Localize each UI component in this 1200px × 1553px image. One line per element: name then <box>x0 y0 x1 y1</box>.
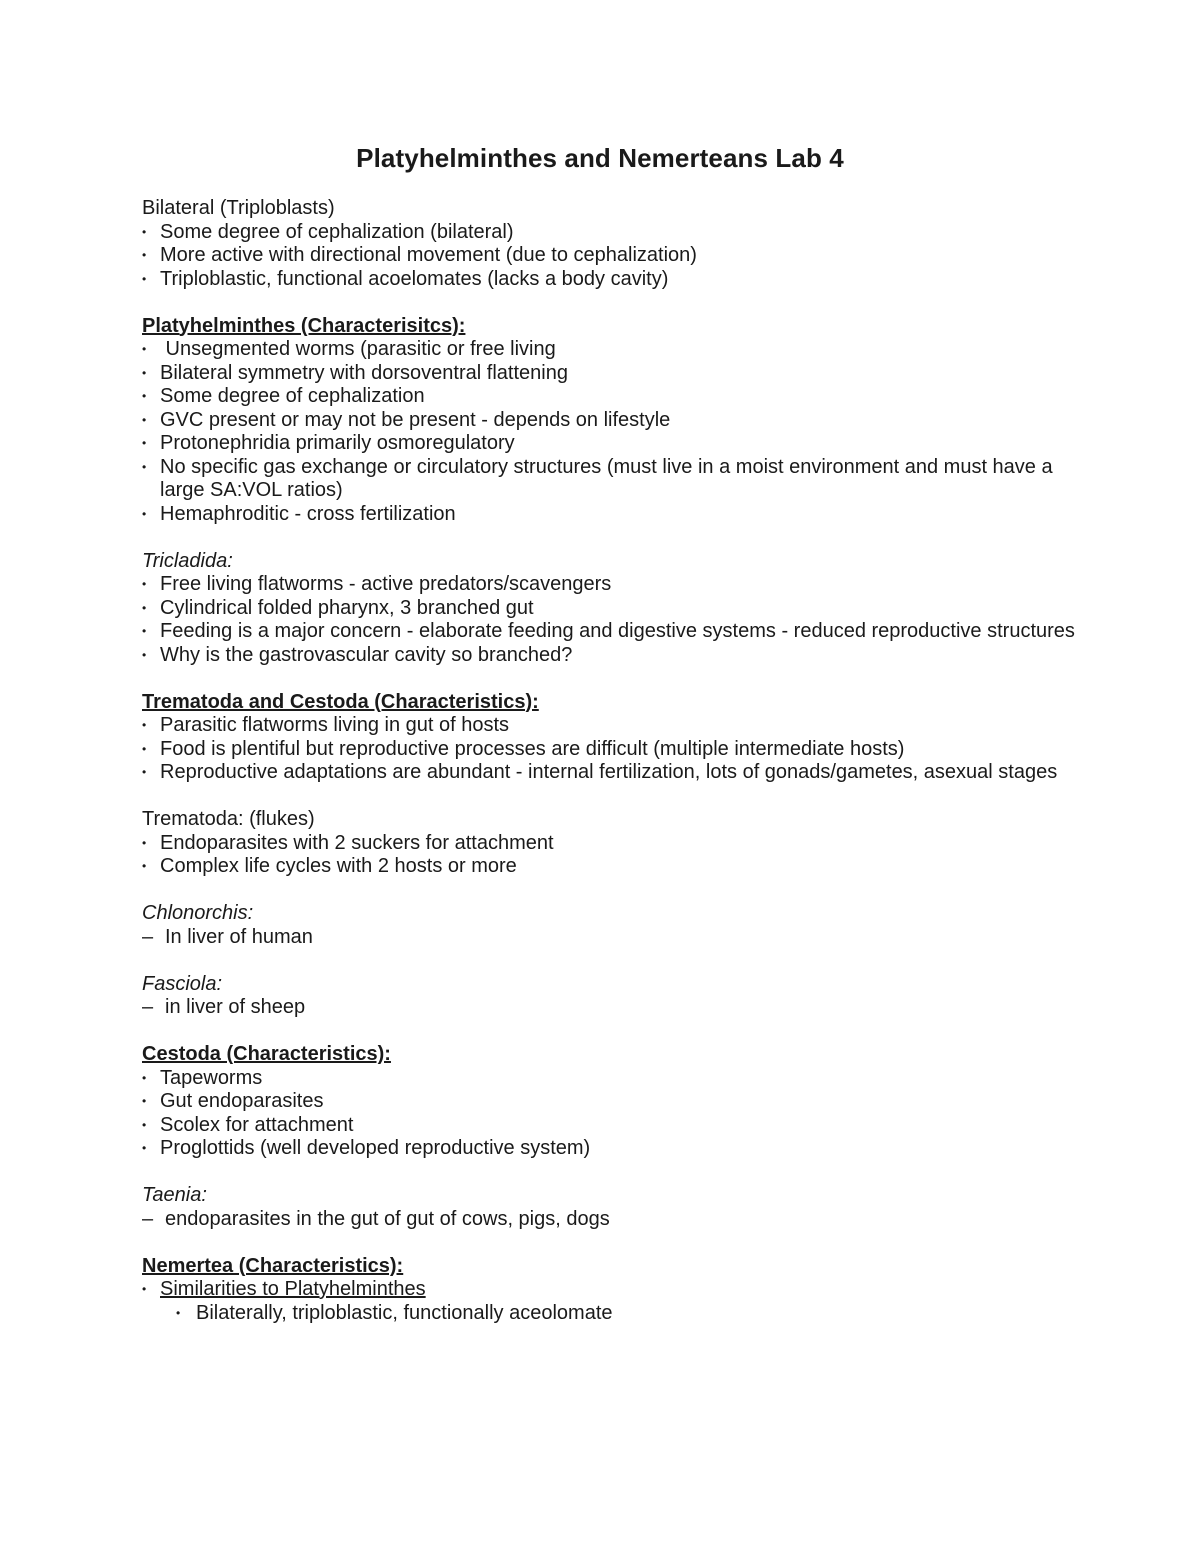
bullet-marker: • <box>142 1117 147 1132</box>
list-item-text: Unsegmented worms (parasitic or free living <box>160 338 556 360</box>
list-item-text: Scolex for attachment <box>160 1113 354 1136</box>
bullet-marker: • <box>142 741 147 756</box>
section-heading: Nemertea (Characteristics): <box>142 1254 404 1277</box>
list-item <box>142 996 1082 1020</box>
section-fasciola <box>142 973 1082 1020</box>
list-item <box>142 503 1082 527</box>
list-item-text: Bilateral symmetry with dorsoventral flattening <box>160 361 568 384</box>
dash-list <box>142 996 1082 1020</box>
bullet-marker: • <box>176 1305 181 1320</box>
list-item <box>142 620 1082 644</box>
dash-marker: – <box>142 996 154 1018</box>
list-item-text: Free living flatworms - active predators/scavengers <box>160 573 612 595</box>
section-heading: Chlonorchis: <box>142 902 254 924</box>
list-item <box>142 926 1082 950</box>
section-taenia <box>142 1184 1082 1231</box>
list-item <box>142 362 1082 386</box>
list-item <box>142 761 1082 785</box>
section-heading: Bilateral (Triploblasts) <box>142 197 335 219</box>
list-item-text: Gut endoparasites <box>160 1090 324 1112</box>
list-item <box>142 573 1082 597</box>
bullet-marker: • <box>142 365 147 380</box>
dash-list <box>142 926 1082 950</box>
list-item <box>142 338 1082 362</box>
list-item <box>142 268 1082 292</box>
list-item <box>142 385 1082 409</box>
bullet-marker: • <box>142 271 147 286</box>
section-nemertea <box>142 1255 1082 1326</box>
bullet-list <box>142 1278 1082 1325</box>
list-item <box>142 409 1082 433</box>
bullet-marker: • <box>142 1141 147 1155</box>
section-heading: Fasciola: <box>142 972 223 995</box>
section-heading: Platyhelminthes (Characterisitcs): <box>142 314 466 337</box>
list-item-text: Feeding is a major concern - elaborate feeding and digestive systems - reduced reproductive structures <box>160 620 1075 642</box>
list-item <box>142 1137 1082 1161</box>
bullet-marker: • <box>142 765 147 779</box>
list-item-text: GVC present or may not be present - depends on lifestyle <box>160 408 671 431</box>
sub-list-item <box>142 1302 1082 1326</box>
section-tricladida <box>142 550 1082 668</box>
list-item <box>142 738 1082 762</box>
bullet-marker: • <box>142 1282 147 1296</box>
section-chlonorchis <box>142 902 1082 949</box>
page-title: Platyhelminthes and Nemerteans Lab 4 <box>356 143 844 173</box>
list-item-text: No specific gas exchange or circulatory structures (must live in a moist environment and must have a large SA:VOL ratios) <box>160 455 1053 501</box>
list-item-text: endoparasites in the gut of gut of cows, pigs, dogs <box>165 1207 610 1230</box>
section-heading: Trematoda and Cestoda (Characteristics): <box>142 690 539 713</box>
list-item <box>142 1090 1082 1114</box>
bullet-marker: • <box>142 389 147 403</box>
section-heading: Tricladida: <box>142 549 233 572</box>
bullet-list <box>142 714 1082 785</box>
bullet-marker: • <box>142 459 147 474</box>
list-item-text: Complex life cycles with 2 hosts or more <box>160 855 517 877</box>
section-bilateral <box>142 197 1082 291</box>
bullet-marker: • <box>142 835 147 850</box>
list-item-text: Why is the gastrovascular cavity so branched? <box>160 643 573 666</box>
bullet-list <box>142 1067 1082 1161</box>
section-trematoda-cestoda <box>142 691 1082 785</box>
list-item <box>142 432 1082 456</box>
list-item-text: Cylindrical folded pharynx, 3 branched gut <box>160 596 534 619</box>
section-cestoda <box>142 1043 1082 1161</box>
bullet-marker: • <box>142 1094 147 1108</box>
list-item <box>142 221 1082 245</box>
section-platyhelminthes <box>142 315 1082 527</box>
bullet-list <box>142 573 1082 667</box>
list-item <box>142 832 1082 856</box>
list-item-text: Food is plentiful but reproductive processes are difficult (multiple intermediate hosts) <box>160 737 905 760</box>
bullet-marker: • <box>142 224 147 239</box>
list-item-text: Bilaterally, triploblastic, functionally aceolomate <box>196 1301 613 1324</box>
bullet-marker: • <box>142 436 147 450</box>
bullet-marker: • <box>142 647 147 662</box>
list-item <box>142 597 1082 621</box>
list-item-text: in liver of sheep <box>165 996 306 1018</box>
bullet-marker: • <box>142 624 147 638</box>
list-item-text: Some degree of cephalization (bilateral) <box>160 220 514 243</box>
bullet-marker: • <box>142 600 147 615</box>
section-heading: Taenia: <box>142 1184 207 1206</box>
list-item-text: Protonephridia primarily osmoregulatory <box>160 432 515 454</box>
bullet-list <box>142 832 1082 879</box>
dash-marker: – <box>142 1207 154 1230</box>
section-heading: Trematoda: (flukes) <box>142 808 315 830</box>
list-item-text: Endoparasites with 2 suckers for attachment <box>160 831 554 854</box>
dash-marker: – <box>142 925 154 948</box>
list-item-text: Tapeworms <box>160 1066 263 1089</box>
list-item-text: Triploblastic, functional acoelomates (lacks a body cavity) <box>160 267 669 290</box>
bullet-marker: • <box>142 412 147 427</box>
list-item <box>142 1067 1082 1091</box>
list-item <box>142 1114 1082 1138</box>
document-body <box>142 197 1082 1349</box>
bullet-marker: • <box>142 248 147 262</box>
list-item-text: Proglottids (well developed reproductive system) <box>160 1137 591 1159</box>
list-item <box>142 456 1082 503</box>
bullet-marker: • <box>142 506 147 521</box>
list-item-text: Parasitic flatworms living in gut of hosts <box>160 714 510 736</box>
list-item <box>142 714 1082 738</box>
list-item <box>142 1208 1082 1232</box>
bullet-marker: • <box>142 718 147 732</box>
section-trematoda <box>142 808 1082 879</box>
list-item <box>142 644 1082 668</box>
list-item <box>142 855 1082 879</box>
list-item-text: Reproductive adaptations are abundant - internal fertilization, lots of gonads/gametes, asexual stages <box>160 761 1058 783</box>
bullet-list <box>142 338 1082 526</box>
list-item-text: Similarities to Platyhelminthes <box>160 1278 426 1300</box>
dash-list <box>142 1208 1082 1232</box>
list-item-text: Some degree of cephalization <box>160 385 425 407</box>
list-item <box>142 1278 1082 1302</box>
list-item <box>142 244 1082 268</box>
list-item-text: Hemaphroditic - cross fertilization <box>160 502 456 525</box>
section-heading: Cestoda (Characteristics): <box>142 1043 391 1065</box>
bullet-marker: • <box>142 859 147 873</box>
list-item-text: In liver of human <box>165 925 313 948</box>
bullet-marker: • <box>142 342 147 356</box>
bullet-marker: • <box>142 1070 147 1085</box>
list-item-text: More active with directional movement (due to cephalization) <box>160 244 697 266</box>
bullet-marker: • <box>142 577 147 591</box>
bullet-list <box>142 221 1082 292</box>
